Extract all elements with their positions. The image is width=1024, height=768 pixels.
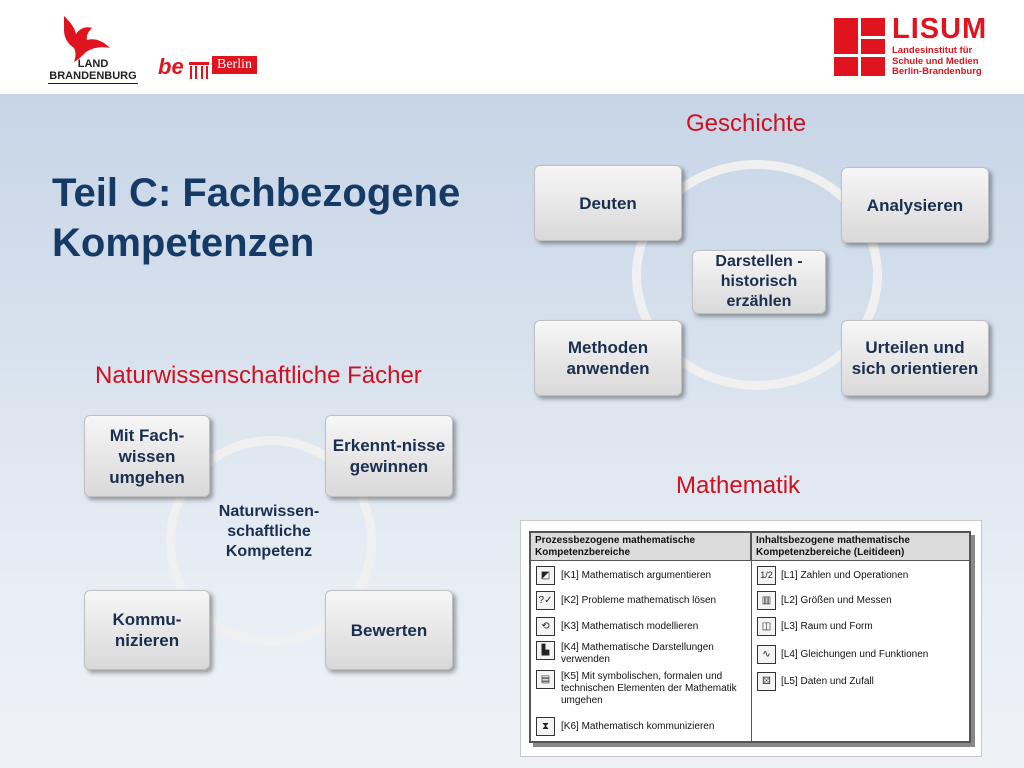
leitidee-text: Größen und Messen: [800, 595, 892, 606]
k2-problem-icon: ?✓: [536, 591, 555, 610]
leitidee-code: [L3]: [781, 621, 798, 632]
brandenburg-logo-text: LAND BRANDENBURG: [49, 58, 137, 82]
prozess-row-k1: [561, 570, 749, 582]
leitidee-text: Gleichungen und Funktionen: [800, 649, 929, 660]
table-divider: [751, 533, 752, 741]
prozess-code: [K3]: [561, 621, 579, 632]
lisum-logo-subtitle: Landesinstitut für Schule und Medien Berlin-Brandenburg: [892, 45, 982, 77]
leitideen-row-l4: [781, 649, 967, 661]
prozess-row-k2: [561, 595, 749, 607]
l4-funktion-graph-icon: ∿: [757, 645, 776, 664]
naturwissenschaft-box-erkenntnisse: Erkennt-nisse gewinnen: [325, 415, 453, 497]
prozess-row-k6: [561, 721, 749, 733]
berlin-logo-be: be: [158, 54, 184, 79]
k6-kommunizieren-icon: ⧗: [536, 717, 555, 736]
prozess-header: Prozessbezogene mathematische Kompetenzbereiche: [531, 533, 751, 561]
leitidee-text: Zahlen und Operationen: [800, 570, 909, 581]
brandenburg-eagle-logo: [56, 12, 114, 64]
leitidee-code: [L1]: [781, 570, 798, 581]
prozess-row-k4: [561, 642, 749, 666]
leitidee-code: [L2]: [781, 595, 798, 606]
geschichte-heading: Geschichte: [686, 110, 807, 137]
berlin-logo-word: Berlin: [212, 56, 257, 74]
slide-title: Teil C: Fachbezogene Kompetenzen: [52, 171, 461, 265]
geschichte-box-deuten: Deuten: [534, 165, 682, 241]
prozess-row-k3: [561, 621, 749, 633]
geschichte-box-darstellen: Darstellen - historisch erzählen: [692, 250, 826, 314]
k4-darstellung-icon: ▙: [536, 641, 555, 660]
prozess-text: Probleme mathematisch lösen: [581, 595, 717, 606]
prozess-text: Mathematisch kommunizieren: [581, 721, 715, 732]
prozess-text: Mathematisch argumentieren: [581, 570, 712, 581]
prozess-text: Mathematisch modellieren: [581, 621, 699, 632]
leitidee-text: Daten und Zufall: [800, 676, 874, 687]
k1-argumentieren-icon: ◩: [536, 566, 555, 585]
leitideen-row-l1: [781, 570, 967, 582]
naturwissenschaft-box-kommunizieren: Kommu-nizieren: [84, 590, 210, 670]
naturwissenschaft-heading: Naturwissenschaftliche Fächer: [95, 362, 422, 389]
naturwissenschaft-box-fachwissen: Mit Fach-wissen umgehen: [84, 415, 210, 497]
leitidee-code: [L5]: [781, 676, 798, 687]
brandenburg-gate-icon: [188, 60, 210, 80]
leitidee-text: Raum und Form: [800, 621, 873, 632]
prozess-code: [K2]: [561, 595, 579, 606]
mathematik-heading: Mathematik: [676, 472, 801, 499]
naturwissenschaft-box-bewerten: Bewerten: [325, 590, 453, 670]
leitideen-row-l3: [781, 621, 967, 633]
geschichte-box-urteilen: Urteilen und sich orientieren: [841, 320, 989, 396]
leitideen-row-l2: [781, 595, 967, 607]
prozess-code: [K1]: [561, 570, 579, 581]
k5-symbolisch-icon: ▤: [536, 670, 555, 689]
l5-wuerfel-icon: ⚄: [757, 672, 776, 691]
leitidee-code: [L4]: [781, 649, 798, 660]
prozess-code: [K6]: [561, 721, 579, 732]
lisum-logo-name: LISUM: [892, 13, 988, 45]
mathematik-table-frame: [529, 531, 971, 743]
naturwissenschaft-center-label: Naturwissen-schaftliche Kompetenz: [218, 503, 320, 560]
geschichte-box-analysieren: Analysieren: [841, 167, 989, 243]
mathematik-competency-table: [520, 520, 982, 757]
leitideen-row-l5: [781, 676, 967, 688]
prozess-text: Mit symbolischen, formalen und technischen Elementen der Mathematik umgehen: [561, 671, 737, 706]
lisum-logo-mark: [834, 18, 886, 76]
prozess-row-k5: [561, 671, 749, 707]
l3-raum-cube-icon: ◫: [757, 617, 776, 636]
prozess-text: Mathematische Darstellungen verwenden: [561, 642, 714, 665]
prozess-code: [K4]: [561, 642, 579, 653]
geschichte-box-methoden: Methoden anwenden: [534, 320, 682, 396]
prozess-code: [K5]: [561, 671, 579, 682]
l2-groessen-icon: ▥: [757, 591, 776, 610]
leitideen-header: Inhaltsbezogene mathematische Kompetenzbereiche (Leitideen): [752, 533, 969, 561]
k3-modellieren-icon: ⟲: [536, 617, 555, 636]
l1-zahlen-icon: 1/2: [757, 566, 776, 585]
